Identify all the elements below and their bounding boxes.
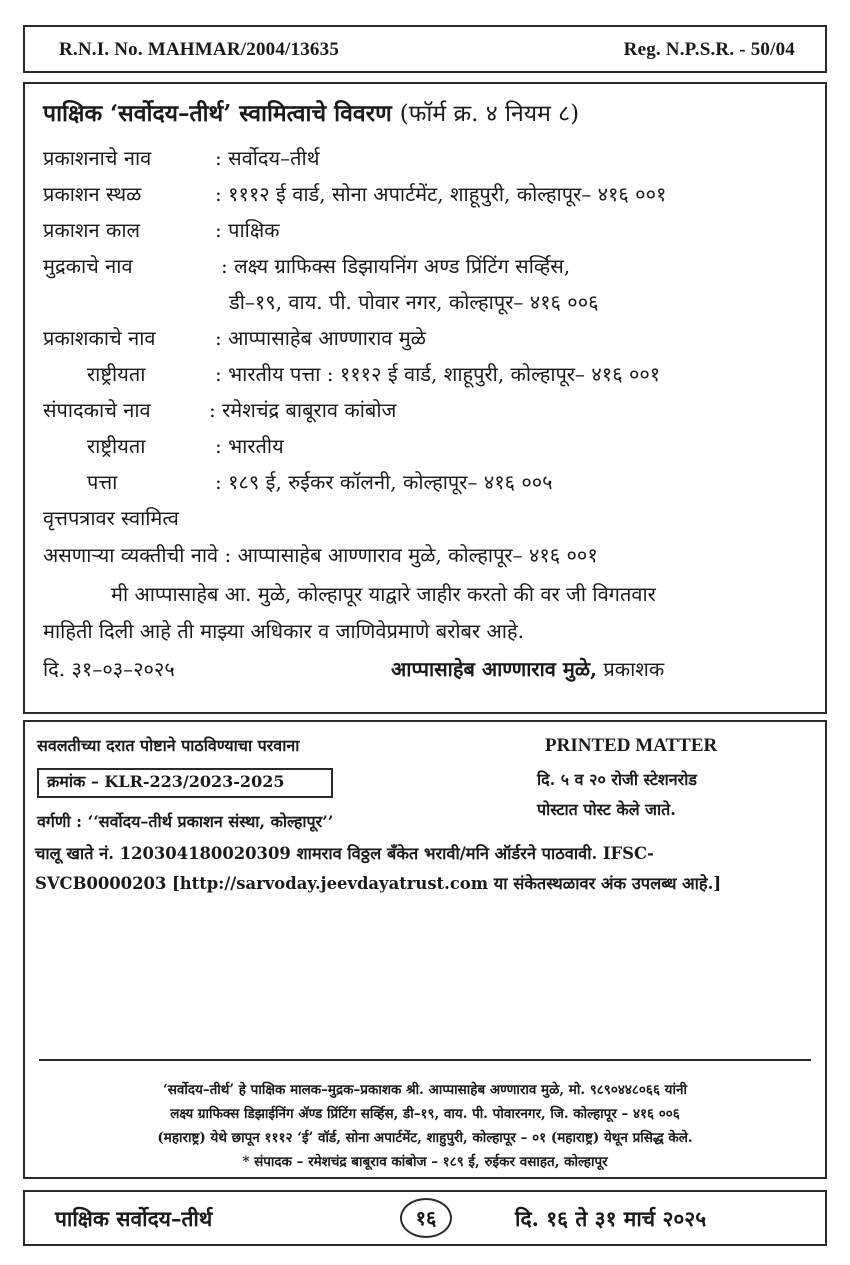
statement-subtitle: (फॉर्म क्र. ४ नियम ८) — [399, 101, 580, 127]
signatory-name: आप्पासाहेब आण्णाराव मुळे, — [391, 657, 597, 681]
declaration-date: दि. ३१–०३–२०२५ — [43, 657, 175, 681]
account-details: SVCB0000203 [http://sarvoday.jeevdayatrust.com या संकेतस्थळावर अंक उपलब्ध आहे.] — [35, 874, 722, 893]
row-label: प्रकाशनाचे नाव — [43, 146, 152, 170]
owner-heading: वृत्तपत्रावर स्वामित्व — [43, 506, 179, 530]
imprint-line: लक्ष्य ग्राफिक्स डिझाईनिंग ॲण्ड प्रिंटिंग सर्व्हिस, डी–१९, वाय. पी. पोवारनगर, जि. कोल्हापूर – ४१६ ००६ — [170, 1106, 680, 1122]
row-value: : पाक्षिक — [215, 218, 280, 242]
postal-info — [23, 720, 827, 1179]
rni-number: R.N.I. No. MAHMAR/2004/13635 — [59, 39, 340, 60]
statement-title — [43, 102, 579, 126]
row-label: प्रकाशकाचे नाव — [43, 326, 156, 350]
publication-name: पाक्षिक सर्वोदय–तीर्थ — [55, 1206, 213, 1231]
row-label: पत्ता — [87, 470, 118, 494]
row-label: राष्ट्रीयता — [87, 362, 146, 386]
row-label: मुद्रकाचे नाव — [43, 254, 133, 278]
row-label: प्रकाशन स्थळ — [43, 182, 142, 206]
ownership-statement — [23, 82, 827, 714]
owner-names: असणाऱ्या व्यक्तीची नावे : आप्पासाहेब आण्णाराव मुळे, कोल्हापूर– ४१६ ००१ — [43, 543, 598, 567]
signature-block — [391, 659, 664, 679]
row-label: प्रकाशन काल — [43, 218, 141, 242]
declaration-text: माहिती दिली आहे ती माझ्या अधिकार व जाणिवेप्रमाणे बरोबर आहे. — [43, 619, 524, 643]
row-value: : भारतीय — [215, 434, 284, 458]
row-value: : रमेशचंद्र बाबूराव कांबोज — [209, 398, 397, 422]
page-footer — [23, 1190, 827, 1246]
account-details: चालू खाते नं. 120304180020309 शामराव विठ्ठल बँकेत भरावी/मनि ऑर्डरने पाठवावी. IFSC- — [35, 844, 654, 863]
row-label: राष्ट्रीयता — [87, 434, 146, 458]
postal-concession: सवलतीच्या दरात पोष्टाने पाठविण्याचा परवाना — [37, 736, 300, 755]
printed-matter: PRINTED MATTER — [545, 735, 718, 756]
row-value: : १८९ ई, रुईकर कॉलनी, कोल्हापूर– ४१६ ००५ — [215, 470, 553, 494]
statement-title-text: पाक्षिक ‘सर्वोदय–तीर्थ’ स्वामित्वाचे विवरण — [43, 100, 392, 127]
imprint-line: ‘सर्वोदय–तीर्थ’ हे पाक्षिक मालक–मुद्रक–प्रकाशक श्री. आप्पासाहेब अण्णाराव मुळे, मो. ९८९०४४८०६६ यांनी — [163, 1082, 687, 1098]
imprint-line: (महाराष्ट्र) येथे छापून १११२ ‘ई’ वॉर्ड, सोना अपार्टमेंट, शाहुपुरी, कोल्हापूर – ०१ (महाराष्ट्र) येथून प्रसिद्ध केले. — [157, 1130, 693, 1146]
npsr-registration: Reg. N.P.S.R. - 50/04 — [623, 39, 795, 60]
posting-schedule: पोस्टात पोस्ट केले जाते. — [537, 800, 676, 819]
imprint-line: * संपादक – रमेशचंद्र बाबूराव कांबोज – १८९ ई, रुईकर वसाहत, कोल्हापूर — [242, 1154, 608, 1170]
signatory-role: प्रकाशक — [603, 657, 665, 681]
page-number: १६ — [400, 1198, 452, 1238]
licence-number: क्रमांक – KLR-223/2023-2025 — [47, 772, 285, 791]
registration-bar — [23, 25, 827, 73]
divider — [39, 1059, 811, 1061]
row-label: संपादकाचे नाव — [43, 398, 151, 422]
row-value: : भारतीय पत्ता : १११२ ई वार्ड, शाहूपुरी, कोल्हापूर– ४१६ ००१ — [215, 362, 661, 386]
row-value: : आप्पासाहेब आण्णाराव मुळे — [215, 326, 426, 350]
row-value: : १११२ ई वार्ड, सोना अपार्टमेंट, शाहूपुरी, कोल्हापूर– ४१६ ००१ — [215, 182, 667, 206]
subscription-note: वर्गणी : ‘‘सर्वोदय–तीर्थ प्रकाशन संस्था, कोल्हापूर’’ — [37, 812, 334, 831]
declaration-text: मी आप्पासाहेब आ. मुळे, कोल्हापूर याद्वारे जाहीर करतो की वर जी विगतवार — [111, 582, 656, 606]
posting-schedule: दि. ५ व २० रोजी स्टेशनरोड — [537, 770, 697, 789]
issue-date: दि. १६ ते ३१ मार्च २०२५ — [515, 1206, 707, 1231]
row-value: : लक्ष्य ग्राफिक्स डिझायनिंग अण्ड प्रिंटिंग सर्व्हिस, — [221, 254, 571, 278]
row-value: : सर्वोदय–तीर्थ — [215, 146, 320, 170]
row-value-continued: डी–१९, वाय. पी. पोवार नगर, कोल्हापूर– ४१६ ००६ — [229, 290, 599, 314]
